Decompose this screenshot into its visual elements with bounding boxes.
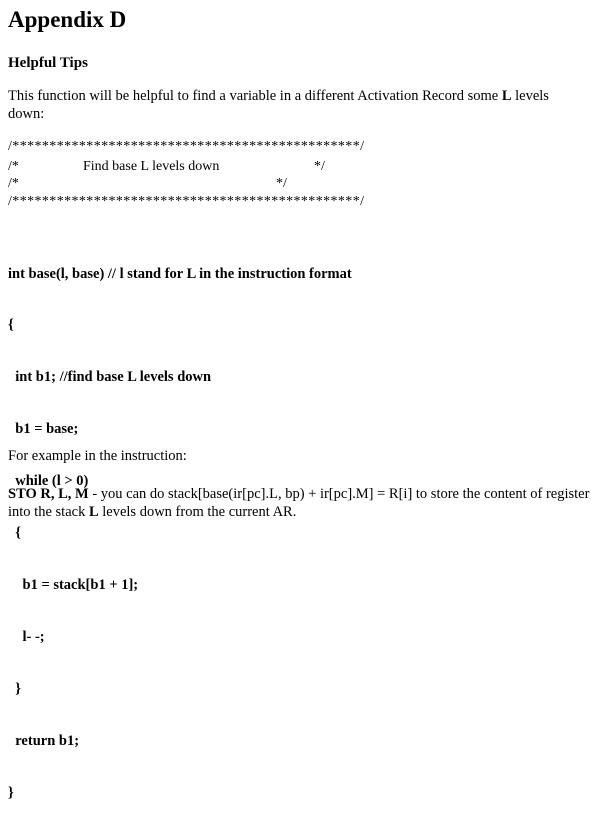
intro-text: This function will be helpful to find a variable in a different Activation Record some [8,88,502,104]
code-line: int base(l, base) // l stand for L in the instruction format [8,265,352,282]
comment-open: /* [8,159,19,174]
code-line: b1 = stack[b1 + 1]; [8,576,139,593]
comment-border-top: /***********************************************/ [8,139,365,154]
code-line: b1 = base; [8,421,79,438]
code-block [8,231,352,836]
comment-border-bottom: /***********************************************/ [8,194,365,209]
intro-paragraph [8,87,568,123]
comment-open-2: /* [8,176,19,191]
sto-instruction: STO R, L, M [8,486,89,502]
code-line: while (l > 0) [8,473,89,490]
code-line: { [8,317,14,334]
intro-bold-l: L [501,88,512,104]
code-line: l- -; [8,628,45,645]
page-title: Appendix D [8,7,127,32]
sto-text-2: levels down from the current AR. [98,504,297,520]
sto-text-1: - you can do stack[base(ir[pc].L, bp) + ir[pc].M] = R[i] to store the content of register into the stack [8,486,590,520]
comment-close: */ [314,159,325,174]
code-line: } [8,784,14,801]
sto-paragraph [8,485,598,521]
intro-end: levels down: [8,88,549,122]
comment-title-text: Find base L levels down [83,159,220,174]
code-line: return b1; [8,732,80,749]
code-line: int b1; //find base L levels down [8,369,212,386]
sto-bold-l: L [88,504,99,520]
code-line: { [8,525,21,542]
code-line: } [8,680,21,697]
comment-close-2: */ [276,176,287,191]
section-subtitle: Helpful Tips [8,55,88,71]
example-paragraph: For example in the instruction: [8,448,187,464]
